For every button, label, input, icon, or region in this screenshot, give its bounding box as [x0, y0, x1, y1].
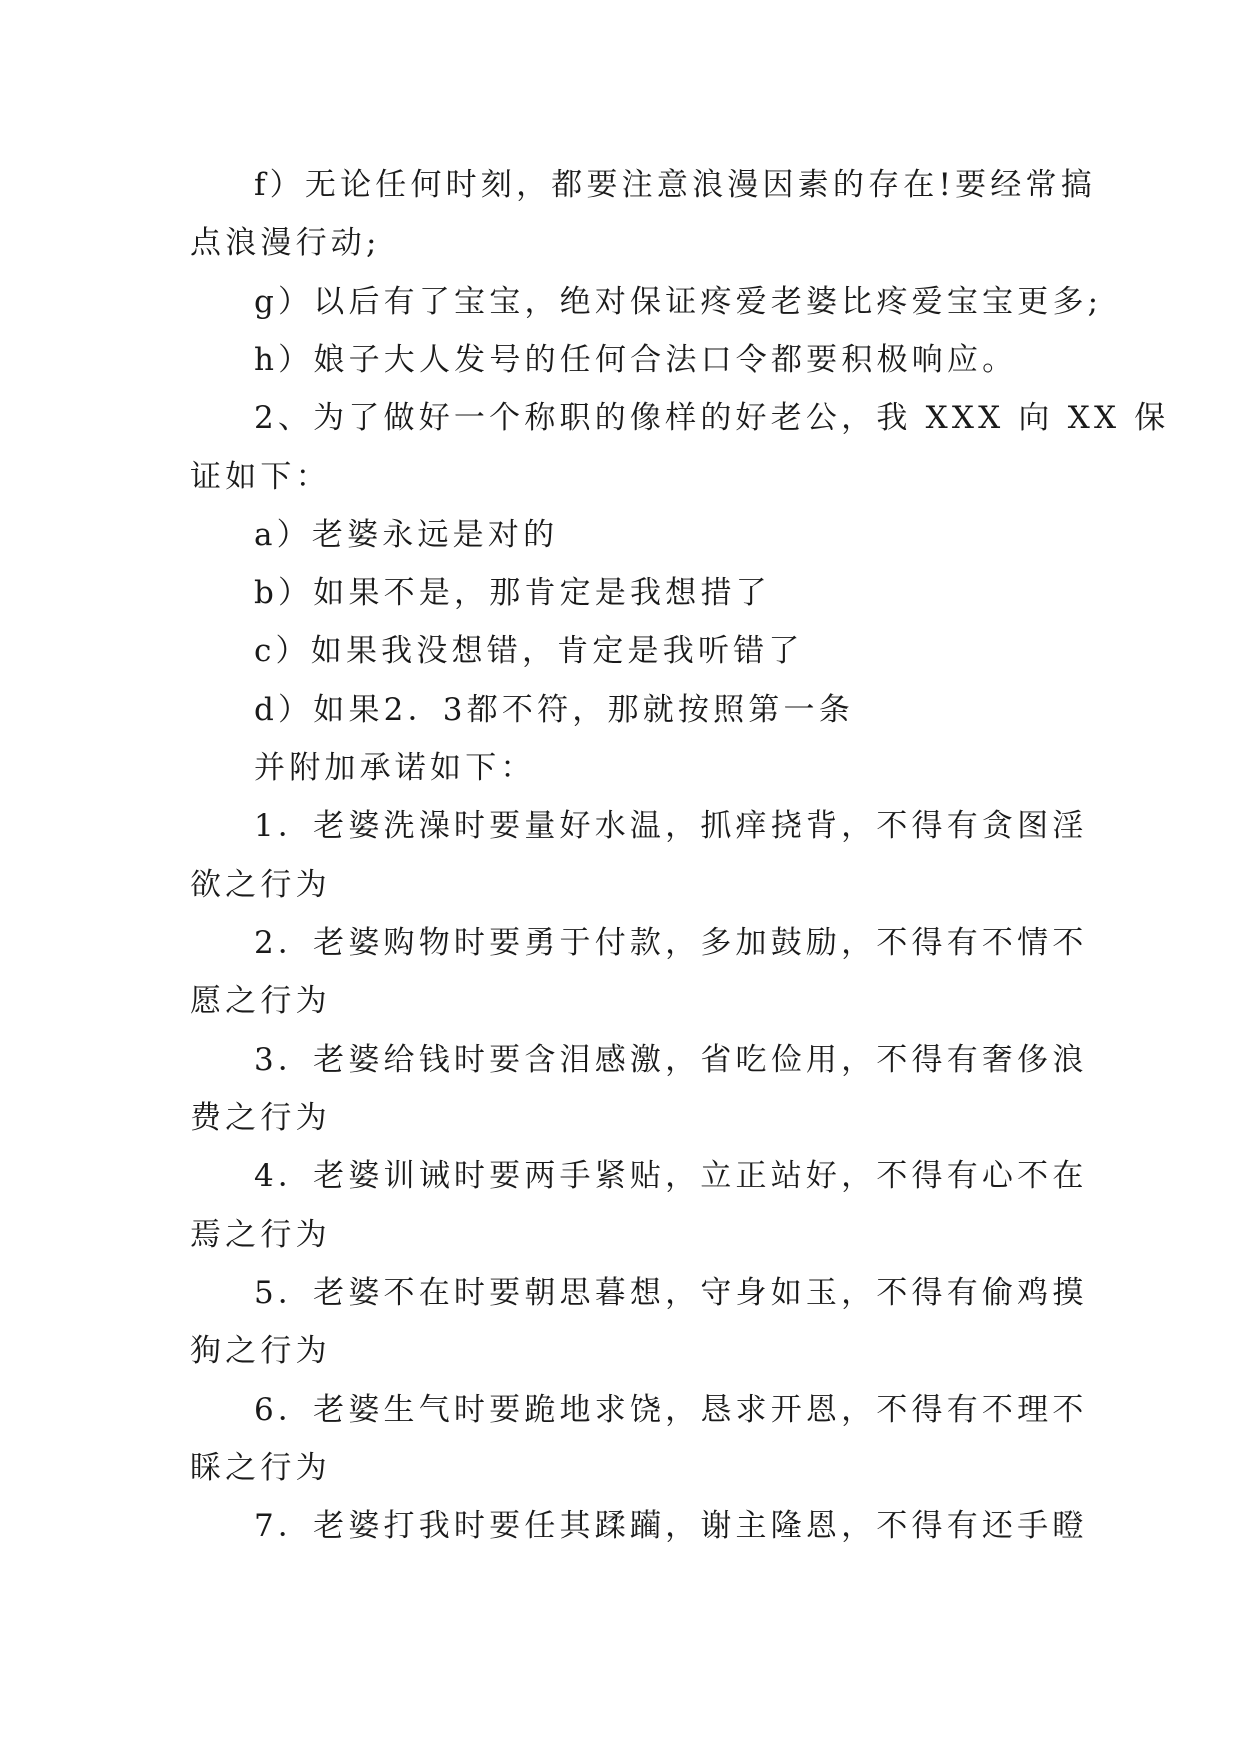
- text-line: 欲之行为: [190, 867, 331, 903]
- text-line: a）老婆永远是对的: [254, 517, 559, 553]
- text-line: 5．老婆不在时要朝思暮想，守身如玉，不得有偷鸡摸: [254, 1275, 1088, 1311]
- text-line: 证如下：: [190, 459, 331, 495]
- text-line: 7．老婆打我时要任其蹂躏，谢主隆恩，不得有还手瞪: [254, 1508, 1088, 1544]
- text-line: 睬之行为: [190, 1450, 331, 1486]
- text-line: 焉之行为: [190, 1217, 331, 1253]
- text-line: 并附加承诺如下：: [254, 750, 536, 786]
- text-line: 狗之行为: [190, 1333, 331, 1369]
- text-line: 6．老婆生气时要跪地求饶，恳求开恩，不得有不理不: [254, 1392, 1088, 1428]
- text-line: c）如果我没想错，肯定是我听错了: [254, 633, 804, 669]
- text-line: 愿之行为: [190, 983, 331, 1019]
- text-line: g）以后有了宝宝，绝对保证疼爱老婆比疼爱宝宝更多;: [254, 284, 1103, 320]
- text-line: 1．老婆洗澡时要量好水温，抓痒挠背，不得有贪图淫: [254, 808, 1088, 844]
- text-line: 费之行为: [190, 1100, 331, 1136]
- text-line: 3．老婆给钱时要含泪感激，省吃俭用，不得有奢侈浪: [254, 1042, 1088, 1078]
- text-line: 2、为了做好一个称职的像样的好老公，我 XXX 向 XX 保: [254, 400, 1170, 436]
- text-line: f）无论任何时刻，都要注意浪漫因素的存在!要经常搞: [254, 167, 1096, 203]
- text-line: b）如果不是，那肯定是我想措了: [254, 575, 771, 611]
- text-line: 2．老婆购物时要勇于付款，多加鼓励，不得有不情不: [254, 925, 1088, 961]
- text-line: d）如果2．3都不符，那就按照第一条: [254, 692, 854, 728]
- text-line: 4．老婆训诫时要两手紧贴，立正站好，不得有心不在: [254, 1158, 1088, 1194]
- text-line: 点浪漫行动;: [190, 225, 381, 261]
- text-line: h）娘子大人发号的任何合法口令都要积极响应。: [254, 342, 1018, 378]
